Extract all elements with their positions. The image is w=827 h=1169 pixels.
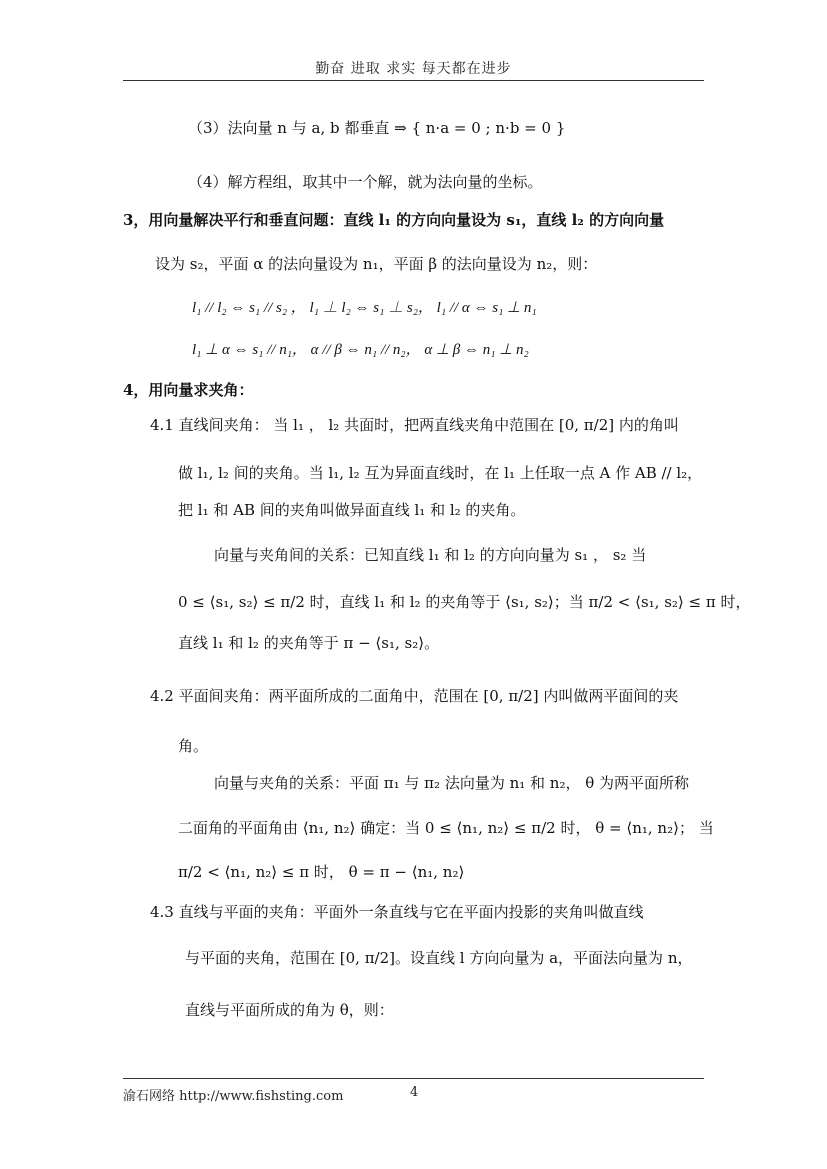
text-line: 直线与平面所成的角为 θ，则： <box>185 1001 394 1019</box>
subsection-4-3: 4.3 直线与平面的夹角：平面外一条直线与它在平面内投影的夹角叫做直线 <box>150 903 644 921</box>
text-line: 角。 <box>178 737 209 755</box>
text-line: 把 l₁ 和 AB 间的夹角叫做异面直线 l₁ 和 l₂ 的夹角。 <box>178 501 526 519</box>
formula-line: π/2 < ⟨n₁, n₂⟩ ≤ π 时， θ = π − ⟨n₁, n₂⟩ <box>178 863 465 881</box>
formula-line: 0 ≤ ⟨s₁, s₂⟩ ≤ π/2 时，直线 l₁ 和 l₂ 的夹角等于 ⟨s₁, s₂⟩；当 π/2 < ⟨s₁, s₂⟩ ≤ π 时， <box>178 593 751 611</box>
header-motto: 勤奋 进取 求实 每天都在进步 <box>315 61 512 77</box>
footer-rule <box>123 1078 704 1079</box>
text-line: 设为 s₂，平面 α 的法向量设为 n₁，平面 β 的法向量设为 n₂，则： <box>155 255 598 273</box>
subsection-4-2: 4.2 平面间夹角：两平面所成的二面角中，范围在 [0, π/2] 内叫做两平面间的夹 <box>150 687 679 705</box>
page-number: 4 <box>410 1085 419 1100</box>
header-rule <box>123 80 704 81</box>
text-line: （4）解方程组，取其中一个解，就为法向量的坐标。 <box>188 173 543 191</box>
footer-site: 渝石网络 http://www.fishsting.com <box>123 1089 344 1104</box>
section-3-heading: 3，用向量解决平行和垂直问题：直线 l₁ 的方向向量设为 s₁，直线 l₂ 的方向向量 <box>123 211 665 229</box>
text-line: 做 l₁, l₂ 间的夹角。当 l₁, l₂ 互为异面直线时，在 l₁ 上任取一点 A 作 AB // l₂， <box>178 464 703 482</box>
subsection-4-1: 4.1 直线间夹角： 当 l₁ ， l₂ 共面时，把两直线夹角中范围在 [0, π/2] 内的角叫 <box>150 416 679 434</box>
text-line: 向量与夹角间的关系：已知直线 l₁ 和 l₂ 的方向向量为 s₁ ， s₂ 当 <box>214 546 647 564</box>
formula-line: l₁ // l₂ ⇔ s₁ // s₂ ， l₁ ⊥ l₂ ⇔ s₁ ⊥ s₂， l₁ // α ⇔ s₁ ⊥ n₁ <box>192 300 537 316</box>
formula-line: 与平面的夹角，范围在 [0, π/2]。设直线 l 方向向量为 a，平面法向量为 n， <box>185 949 693 967</box>
text-line: （3）法向量 n 与 a, b 都垂直 ⇒ { n·a = 0 ; n·b = 0 } <box>188 119 566 137</box>
section-4-heading: 4，用向量求夹角： <box>123 381 254 399</box>
text-line: 向量与夹角的关系：平面 π₁ 与 π₂ 法向量为 n₁ 和 n₂， θ 为两平面所称 <box>214 774 690 792</box>
formula-line: 二面角的平面角由 ⟨n₁, n₂⟩ 确定：当 0 ≤ ⟨n₁, n₂⟩ ≤ π/2 时， θ = ⟨n₁, n₂⟩； 当 <box>178 819 714 837</box>
formula-line: 直线 l₁ 和 l₂ 的夹角等于 π − ⟨s₁, s₂⟩。 <box>178 634 440 652</box>
formula-line: l₁ ⊥ α ⇔ s₁ // n₁， α // β ⇔ n₁ // n₂， α ⊥ β ⇔ n₁ ⊥ n₂ <box>192 342 529 358</box>
